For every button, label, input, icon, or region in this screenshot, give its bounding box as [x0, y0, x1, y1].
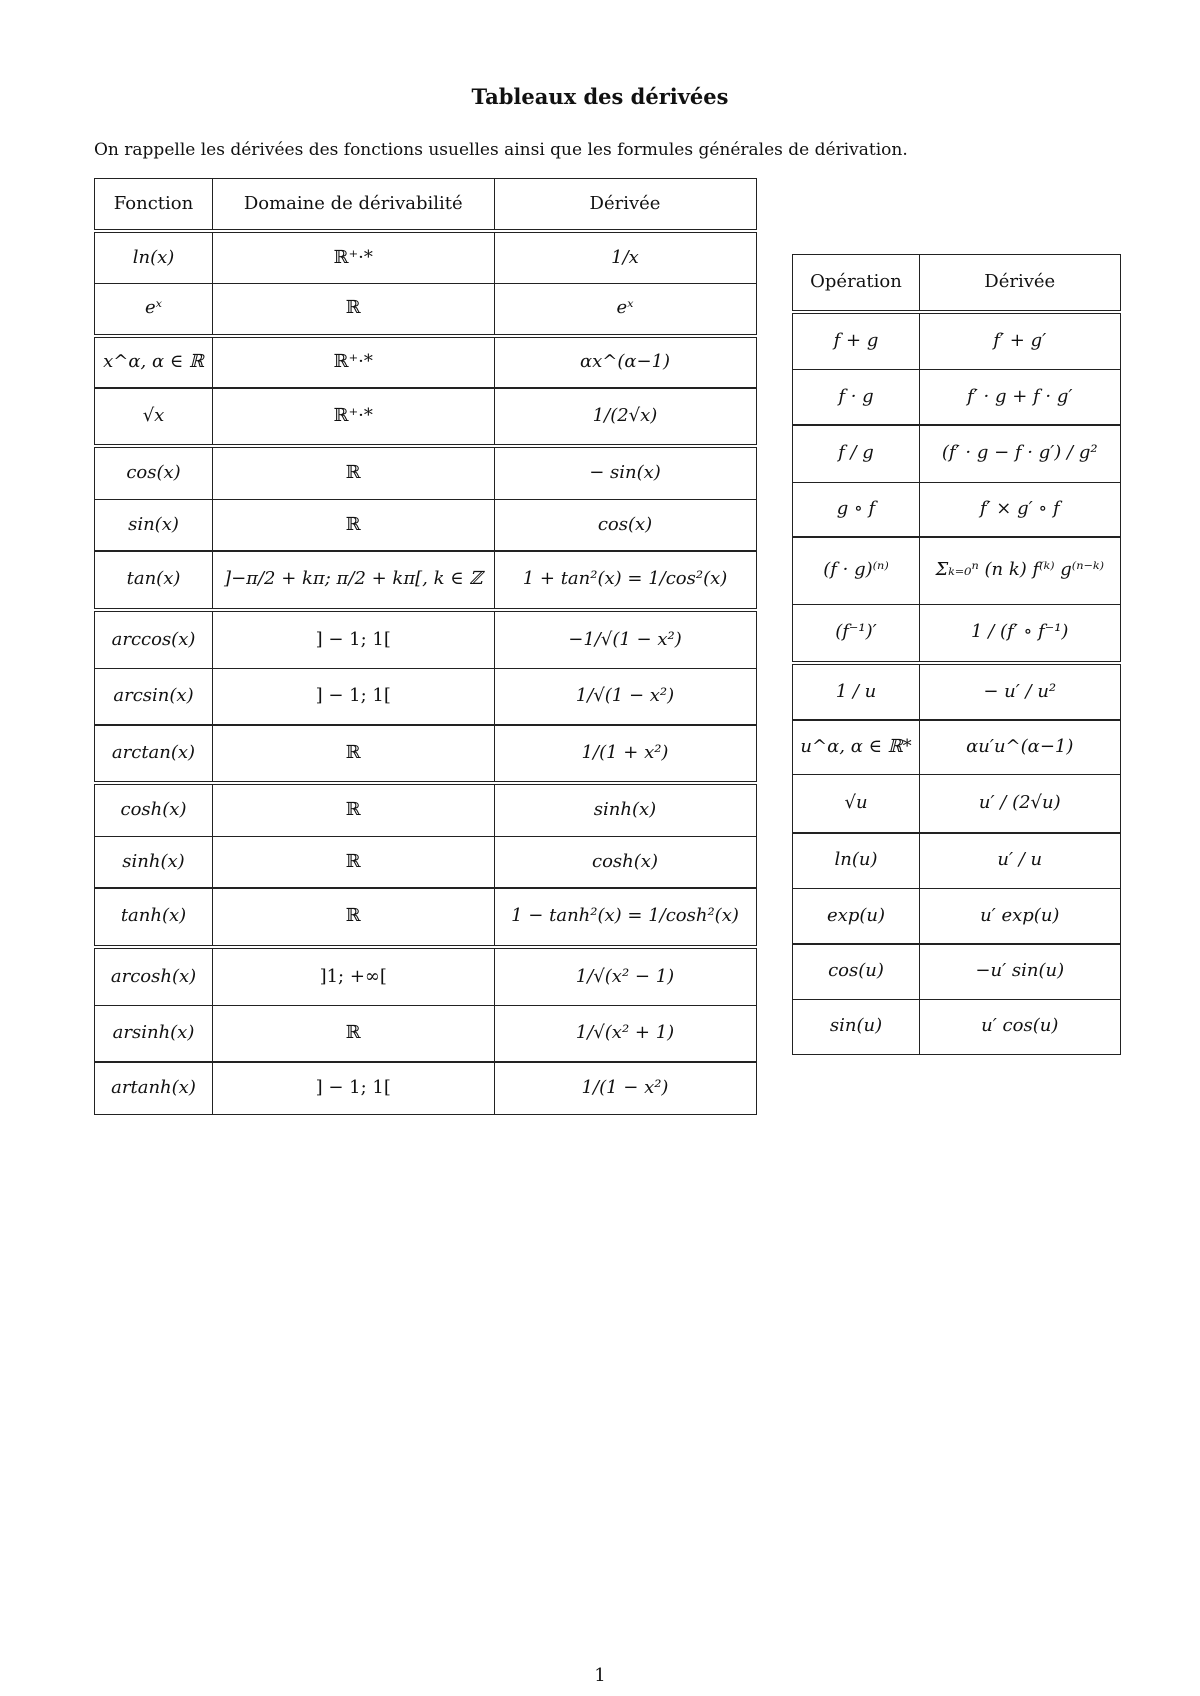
- operation-cell: sin(u): [792, 999, 920, 1055]
- derivative-cell: f′ × g′ ∘ f: [919, 482, 1122, 538]
- derivative-cell: f′ + g′: [919, 313, 1122, 370]
- derivative-cell: 1/√(x² + 1): [494, 1005, 757, 1063]
- table-row: [94, 784, 757, 837]
- derivative-cell: 1/x: [494, 232, 757, 284]
- function-cell: artanh(x): [94, 1061, 213, 1115]
- derivative-cell: αx^(α−1): [494, 337, 757, 389]
- table-row: [94, 499, 757, 552]
- function-cell: ln(x): [94, 232, 213, 284]
- table-row: [94, 1005, 757, 1063]
- domain-cell: ℝ: [212, 499, 496, 552]
- derivative-cell: 1 + tan²(x) = 1/cos²(x): [494, 550, 757, 609]
- table-row: [94, 724, 757, 782]
- domain-cell: ] − 1; 1[: [212, 668, 496, 726]
- operation-cell: f · g: [792, 369, 920, 426]
- table-row: [792, 369, 1121, 426]
- derivative-cell: Σₖ₌₀ⁿ (n k) f⁽ᵏ⁾ g⁽ⁿ⁻ᵏ⁾: [919, 536, 1122, 605]
- table-row: [792, 719, 1121, 775]
- derivative-cell: −u′ sin(u): [919, 943, 1122, 1000]
- derivative-cell: u′ / u: [919, 832, 1122, 889]
- derivative-cell: −1/√(1 − x²): [494, 611, 757, 669]
- function-cell: arccos(x): [94, 611, 213, 669]
- functions-table-header: [94, 178, 757, 230]
- table-row: [792, 774, 1121, 834]
- derivative-cell: 1/√(1 − x²): [494, 668, 757, 726]
- table-row: [94, 836, 757, 889]
- function-cell: √x: [94, 387, 213, 445]
- derivative-cell: − u′ / u²: [919, 664, 1122, 721]
- operation-cell: √u: [792, 774, 920, 834]
- table-row: [792, 424, 1121, 483]
- operation-cell: exp(u): [792, 888, 920, 945]
- function-cell: cosh(x): [94, 784, 213, 837]
- domain-cell: ℝ: [212, 836, 496, 889]
- domain-cell: ℝ⁺·*: [212, 387, 496, 445]
- function-cell: tanh(x): [94, 887, 213, 946]
- function-cell: arsinh(x): [94, 1005, 213, 1063]
- derivative-cell: cos(x): [494, 499, 757, 552]
- page-title: Tableaux des dérivées: [471, 84, 729, 109]
- function-cell: arcosh(x): [94, 948, 213, 1006]
- table-row: [94, 387, 757, 445]
- table-row: [94, 668, 757, 726]
- function-cell: tan(x): [94, 550, 213, 609]
- operations-table: [792, 254, 1121, 1055]
- header-domain: Domaine de dérivabilité: [212, 178, 496, 230]
- derivative-cell: u′ cos(u): [919, 999, 1122, 1055]
- table-row: [94, 948, 757, 1006]
- table-row: [94, 447, 757, 500]
- domain-cell: ]1; +∞[: [212, 948, 496, 1006]
- header-function: Fonction: [94, 178, 213, 230]
- domain-cell: ] − 1; 1[: [212, 611, 496, 669]
- domain-cell: ℝ: [212, 784, 496, 837]
- table-row: [94, 232, 757, 284]
- operation-cell: (f⁻¹)′: [792, 604, 920, 662]
- table-row: [94, 887, 757, 946]
- operation-cell: g ∘ f: [792, 482, 920, 538]
- functions-table: [94, 178, 757, 1115]
- domain-cell: ] − 1; 1[: [212, 1061, 496, 1115]
- page-number: 1: [594, 1665, 606, 1686]
- derivative-cell: 1/(1 + x²): [494, 724, 757, 782]
- domain-cell: ℝ⁺·*: [212, 232, 496, 284]
- table-row: [792, 664, 1121, 721]
- table-row: [792, 313, 1121, 370]
- table-row: [792, 536, 1121, 605]
- table-row: [792, 943, 1121, 1000]
- header-operation: Opération: [792, 254, 920, 311]
- operation-cell: cos(u): [792, 943, 920, 1000]
- operation-cell: f + g: [792, 313, 920, 370]
- operation-cell: (f · g)⁽ⁿ⁾: [792, 536, 920, 605]
- derivative-cell: (f′ · g − f · g′) / g²: [919, 424, 1122, 483]
- derivative-cell: 1/√(x² − 1): [494, 948, 757, 1006]
- table-row: [94, 550, 757, 609]
- function-cell: eˣ: [94, 283, 213, 335]
- operation-cell: 1 / u: [792, 664, 920, 721]
- header-derivative: Dérivée: [919, 254, 1122, 311]
- derivative-cell: 1/(2√x): [494, 387, 757, 445]
- function-cell: arcsin(x): [94, 668, 213, 726]
- intro-paragraph: On rappelle les dérivées des fonctions usuelles ainsi que les formules générales de dérivation.: [94, 140, 908, 160]
- operations-table-header: [792, 254, 1121, 311]
- derivative-cell: sinh(x): [494, 784, 757, 837]
- function-cell: sinh(x): [94, 836, 213, 889]
- derivative-cell: u′ / (2√u): [919, 774, 1122, 834]
- derivative-cell: u′ exp(u): [919, 888, 1122, 945]
- derivative-cell: 1 / (f′ ∘ f⁻¹): [919, 604, 1122, 662]
- table-row: [792, 604, 1121, 662]
- derivative-cell: f′ · g + f · g′: [919, 369, 1122, 426]
- operation-cell: ln(u): [792, 832, 920, 889]
- derivative-cell: 1 − tanh²(x) = 1/cosh²(x): [494, 887, 757, 946]
- operation-cell: f / g: [792, 424, 920, 483]
- function-cell: sin(x): [94, 499, 213, 552]
- table-row: [94, 1061, 757, 1115]
- table-row: [792, 832, 1121, 889]
- table-row: [792, 888, 1121, 945]
- header-derivative: Dérivée: [494, 178, 757, 230]
- table-row: [792, 482, 1121, 538]
- derivative-cell: αu′u^(α−1): [919, 719, 1122, 775]
- domain-cell: ℝ: [212, 724, 496, 782]
- derivative-cell: − sin(x): [494, 447, 757, 500]
- operation-cell: u^α, α ∈ ℝ*: [792, 719, 920, 775]
- table-row: [792, 999, 1121, 1055]
- domain-cell: ]−π/2 + kπ; π/2 + kπ[, k ∈ ℤ: [212, 550, 496, 609]
- derivative-cell: eˣ: [494, 283, 757, 335]
- function-cell: arctan(x): [94, 724, 213, 782]
- table-row: [94, 337, 757, 389]
- domain-cell: ℝ: [212, 887, 496, 946]
- function-cell: cos(x): [94, 447, 213, 500]
- domain-cell: ℝ: [212, 1005, 496, 1063]
- table-row: [94, 283, 757, 335]
- derivative-cell: 1/(1 − x²): [494, 1061, 757, 1115]
- domain-cell: ℝ⁺·*: [212, 337, 496, 389]
- derivative-cell: cosh(x): [494, 836, 757, 889]
- table-row: [94, 611, 757, 669]
- domain-cell: ℝ: [212, 447, 496, 500]
- function-cell: x^α, α ∈ ℝ: [94, 337, 213, 389]
- domain-cell: ℝ: [212, 283, 496, 335]
